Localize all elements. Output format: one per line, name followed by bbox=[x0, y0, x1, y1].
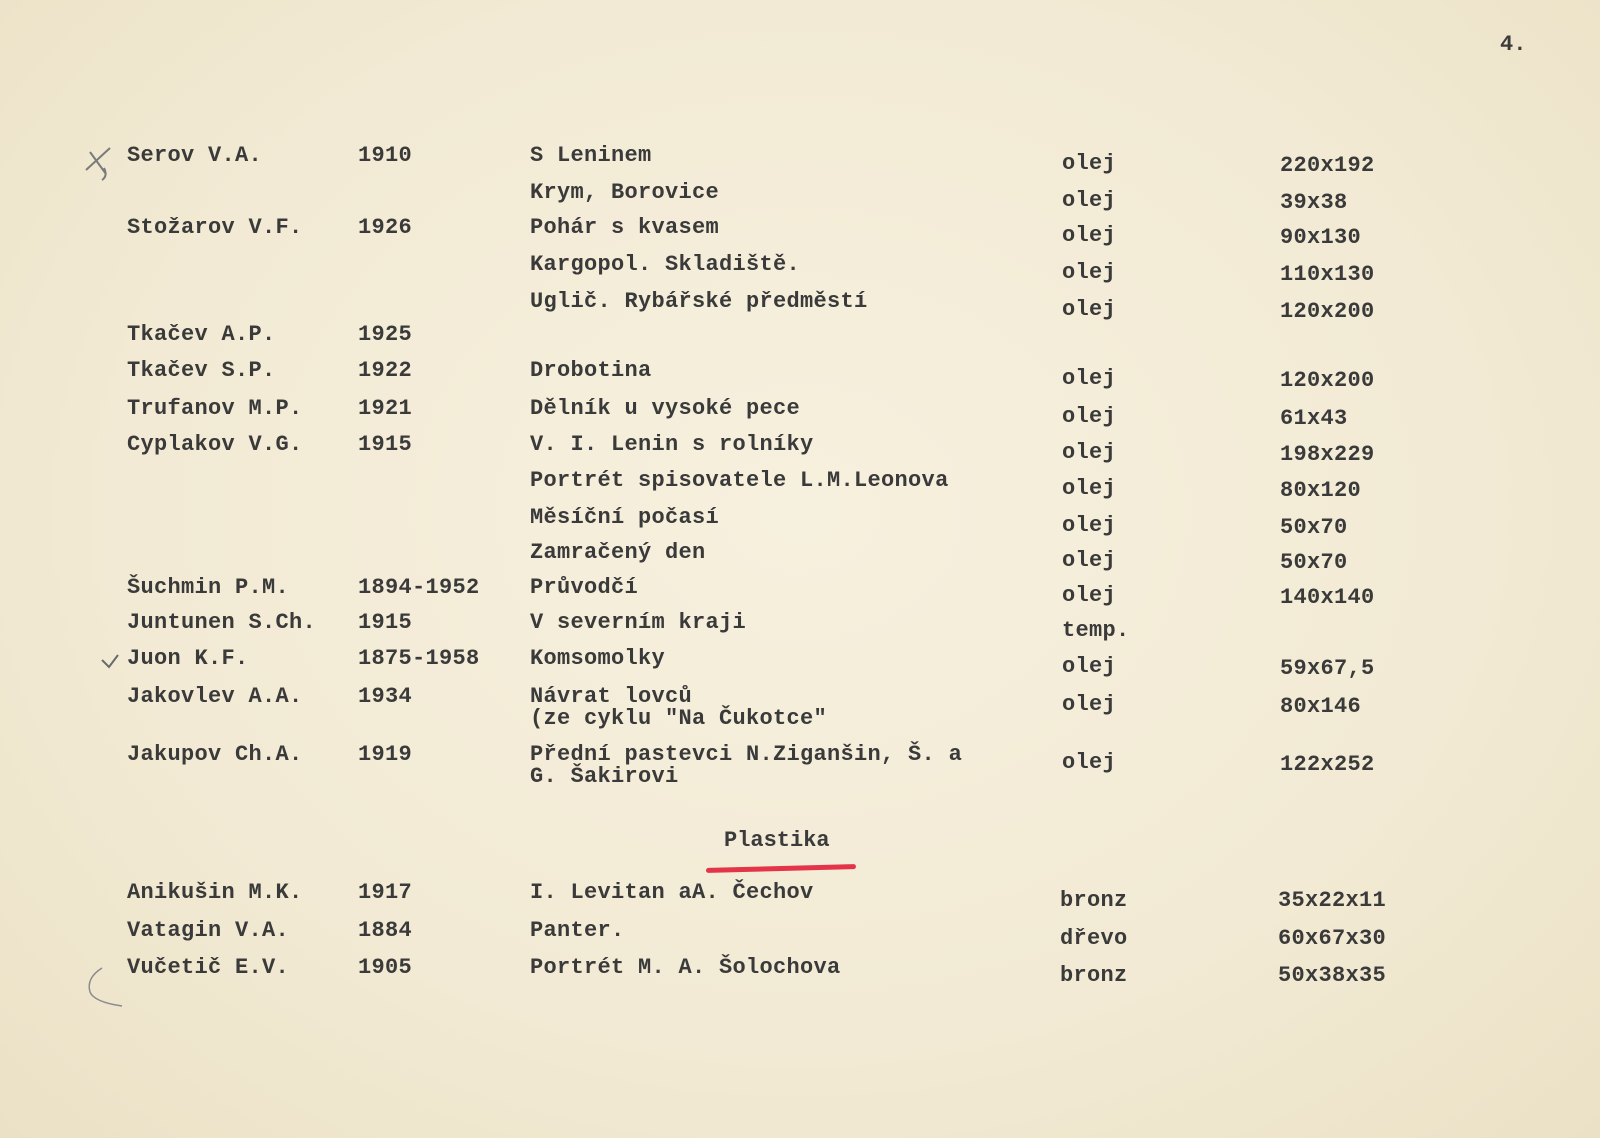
artwork-title: Komsomolky bbox=[530, 646, 666, 671]
artwork-title: Portrét M. A. Šolochova bbox=[530, 955, 841, 980]
artwork-title: S Leninem bbox=[530, 143, 652, 168]
artist-name: Vatagin V.A. bbox=[127, 918, 290, 943]
artwork-size: 61x43 bbox=[1280, 406, 1348, 431]
artwork-size: 35x22x11 bbox=[1278, 888, 1387, 913]
artwork-title: Návrat lovců bbox=[530, 684, 693, 709]
artwork-title: Krym, Borovice bbox=[530, 180, 720, 205]
artwork-medium: olej bbox=[1062, 151, 1117, 176]
artist-name: Cyplakov V.G. bbox=[127, 432, 303, 457]
artist-name: Anikušin M.K. bbox=[127, 880, 303, 905]
artwork-size: 50x70 bbox=[1280, 515, 1348, 540]
artwork-title: Dělník u vysoké pece bbox=[530, 396, 801, 421]
artwork-size: 120x200 bbox=[1280, 299, 1375, 324]
artwork-medium: bronz bbox=[1060, 963, 1128, 988]
artwork-size: 60x67x30 bbox=[1278, 926, 1387, 951]
artist-year: 1915 bbox=[358, 610, 413, 635]
artwork-medium: olej bbox=[1062, 692, 1117, 717]
artwork-size: 122x252 bbox=[1280, 752, 1375, 777]
artist-year: 1926 bbox=[358, 215, 413, 240]
artist-year: 1921 bbox=[358, 396, 413, 421]
artwork-medium: olej bbox=[1062, 513, 1117, 538]
artwork-title: Portrét spisovatele L.M.Leonova bbox=[530, 468, 949, 493]
artwork-size: 110x130 bbox=[1280, 262, 1375, 287]
artist-year: 1884 bbox=[358, 918, 413, 943]
artwork-medium: olej bbox=[1062, 297, 1117, 322]
artist-year: 1905 bbox=[358, 955, 413, 980]
artwork-title-continued: (ze cyklu "Na Čukotce" bbox=[530, 706, 828, 731]
artwork-title: Přední pastevci N.Ziganšin, Š. a bbox=[530, 742, 963, 767]
artist-year: 1910 bbox=[358, 143, 413, 168]
artwork-medium: olej bbox=[1062, 188, 1117, 213]
artwork-medium: bronz bbox=[1060, 888, 1128, 913]
artwork-title: Uglič. Rybářské předměstí bbox=[530, 289, 868, 314]
artwork-size: 50x70 bbox=[1280, 550, 1348, 575]
artwork-title: Měsíční počasí bbox=[530, 505, 720, 530]
artwork-medium: dřevo bbox=[1060, 926, 1128, 951]
artwork-title: Drobotina bbox=[530, 358, 652, 383]
artist-name: Juntunen S.Ch. bbox=[127, 610, 317, 635]
artwork-size: 50x38x35 bbox=[1278, 963, 1387, 988]
artwork-title: Panter. bbox=[530, 918, 625, 943]
artwork-title: Zamračený den bbox=[530, 540, 706, 565]
artwork-medium: olej bbox=[1062, 260, 1117, 285]
artwork-title: Průvodčí bbox=[530, 575, 639, 600]
artist-year: 1922 bbox=[358, 358, 413, 383]
artwork-title: V severním kraji bbox=[530, 610, 747, 635]
artwork-title: Kargopol. Skladiště. bbox=[530, 252, 801, 277]
section-title-plastika: Plastika bbox=[724, 828, 830, 853]
check-mark-icon bbox=[100, 652, 122, 672]
artist-name: Jakupov Ch.A. bbox=[127, 742, 303, 767]
artwork-title: Pohár s kvasem bbox=[530, 215, 720, 240]
artist-year: 1934 bbox=[358, 684, 413, 709]
artist-name: Jakovlev A.A. bbox=[127, 684, 303, 709]
cross-mark-icon bbox=[80, 140, 120, 185]
artwork-title: I. Levitan aA. Čechov bbox=[530, 880, 814, 905]
artwork-medium: olej bbox=[1062, 440, 1117, 465]
artist-name: Tkačev S.P. bbox=[127, 358, 276, 383]
artwork-size: 39x38 bbox=[1280, 190, 1348, 215]
artwork-size: 90x130 bbox=[1280, 225, 1362, 250]
artwork-medium: olej bbox=[1062, 404, 1117, 429]
artist-year: 1894-1952 bbox=[358, 575, 480, 600]
artist-year: 1919 bbox=[358, 742, 413, 767]
artist-year: 1875-1958 bbox=[358, 646, 480, 671]
artwork-size: 220x192 bbox=[1280, 153, 1375, 178]
artist-name: Tkačev A.P. bbox=[127, 322, 276, 347]
check-mark-icon bbox=[72, 962, 132, 1012]
artist-name: Juon K.F. bbox=[127, 646, 249, 671]
artwork-size: 80x146 bbox=[1280, 694, 1362, 719]
artwork-medium: olej bbox=[1062, 366, 1117, 391]
artist-name: Trufanov M.P. bbox=[127, 396, 303, 421]
artwork-size: 80x120 bbox=[1280, 478, 1362, 503]
artwork-medium: olej bbox=[1062, 548, 1117, 573]
artwork-medium: olej bbox=[1062, 750, 1117, 775]
artist-year: 1917 bbox=[358, 880, 413, 905]
artist-name: Vučetič E.V. bbox=[127, 955, 290, 980]
artist-year: 1925 bbox=[358, 322, 413, 347]
artist-year: 1915 bbox=[358, 432, 413, 457]
artwork-size: 198x229 bbox=[1280, 442, 1375, 467]
artwork-medium: olej bbox=[1062, 476, 1117, 501]
artist-name: Stožarov V.F. bbox=[127, 215, 303, 240]
artwork-size: 120x200 bbox=[1280, 368, 1375, 393]
artist-name: Šuchmin P.M. bbox=[127, 575, 290, 600]
artist-name: Serov V.A. bbox=[127, 143, 263, 168]
artwork-medium: olej bbox=[1062, 654, 1117, 679]
artwork-size: 140x140 bbox=[1280, 585, 1375, 610]
artwork-size: 59x67,5 bbox=[1280, 656, 1375, 681]
artwork-medium: olej bbox=[1062, 583, 1117, 608]
artwork-medium: temp. bbox=[1062, 618, 1130, 643]
artwork-medium: olej bbox=[1062, 223, 1117, 248]
page-number: 4. bbox=[1500, 32, 1527, 57]
artwork-title: V. I. Lenin s rolníky bbox=[530, 432, 814, 457]
artwork-title-continued: G. Šakirovi bbox=[530, 764, 679, 789]
